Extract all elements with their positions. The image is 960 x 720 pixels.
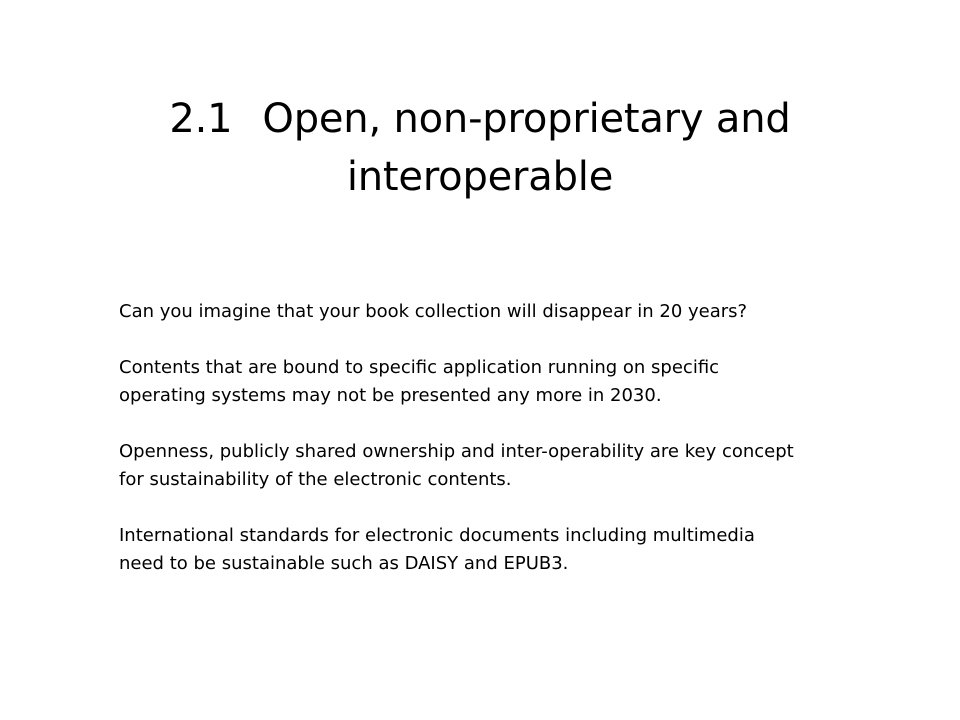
slide-body: [119, 298, 879, 606]
paragraph-line: need to be sustainable such as DAISY and EPUB3.: [119, 553, 569, 574]
paragraph-bound-contents: [119, 354, 879, 410]
paragraph-line: for sustainability of the electronic contents.: [119, 469, 512, 490]
paragraph-line: operating systems may not be presented any more in 2030.: [119, 385, 662, 406]
section-number: 2.1: [169, 96, 233, 142]
title-text-line-1: Open, non-proprietary and: [262, 96, 791, 142]
paragraph-international-standards: [119, 522, 879, 578]
paragraph-line: Openness, publicly shared ownership and inter-operability are key concept: [119, 441, 794, 462]
paragraph-line: International standards for electronic documents including multimedia: [119, 525, 755, 546]
slide-title: [80, 90, 880, 206]
paragraph-line: Can you imagine that your book collection will disappear in 20 years?: [119, 301, 748, 322]
paragraph-line: Contents that are bound to specific application running on specific: [119, 357, 720, 378]
title-text-line-2: interoperable: [346, 154, 614, 200]
paragraph-book-collection: [119, 298, 879, 326]
paragraph-openness: [119, 438, 879, 494]
title-line-1: [80, 90, 880, 148]
